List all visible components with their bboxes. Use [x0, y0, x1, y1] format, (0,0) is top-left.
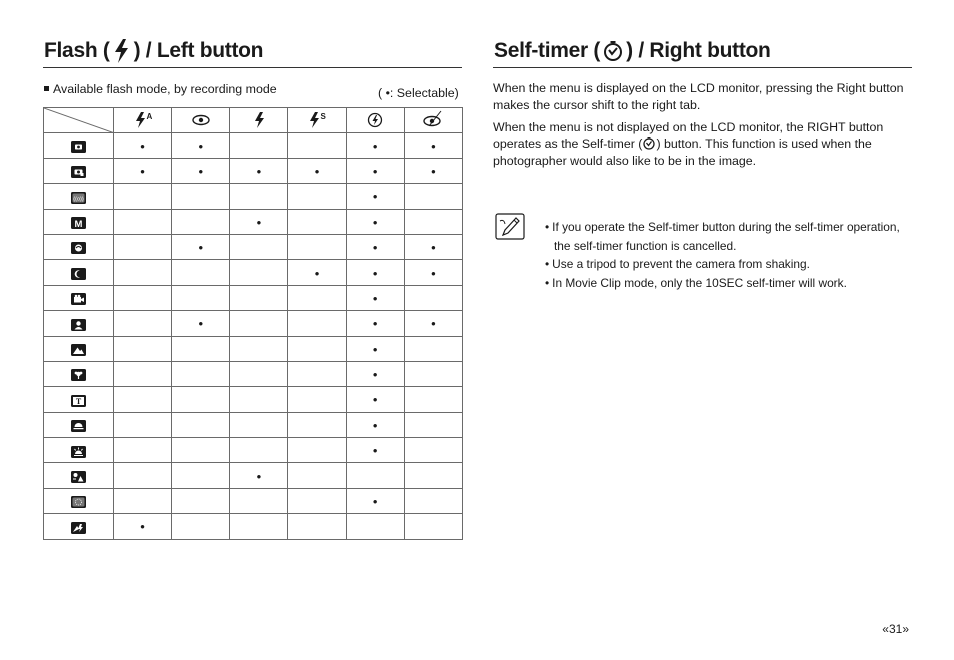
flash-cell — [346, 438, 404, 463]
table-row — [44, 514, 463, 539]
self-timer-inline-icon — [642, 136, 656, 150]
flash-cell — [114, 158, 172, 183]
flash-cell — [230, 412, 288, 437]
svg-text:T: T — [75, 396, 82, 406]
note-item: • Use a tripod to prevent the camera from shaking. — [545, 257, 810, 271]
mode-cell — [44, 209, 114, 234]
flash-cell — [172, 463, 230, 488]
flash-cell — [172, 361, 230, 386]
flash-cell — [404, 336, 462, 361]
mode-cell — [44, 361, 114, 386]
corner-cell — [44, 108, 114, 133]
fill-flash-icon — [248, 110, 270, 130]
table-row — [44, 361, 463, 386]
mode-cell — [44, 488, 114, 513]
text-mode-icon — [71, 395, 86, 407]
flash-cell — [230, 336, 288, 361]
selectable-dot: • — [198, 163, 204, 179]
page-number: «31» — [882, 622, 909, 636]
flash-cell — [346, 514, 404, 539]
table-row — [44, 158, 463, 183]
table-row — [44, 260, 463, 285]
col-red-eye — [172, 108, 230, 133]
beauty-shot-mode-icon — [71, 242, 86, 254]
flash-cell — [288, 463, 346, 488]
selectable-dot: • — [372, 417, 378, 433]
selectable-dot: • — [198, 138, 204, 154]
flash-cell — [230, 184, 288, 209]
self-timer-heading-text: Self-timer ( — [494, 39, 601, 62]
flash-cell — [404, 387, 462, 412]
self-timer-icon — [602, 38, 624, 64]
selectable-dot: • — [372, 392, 378, 408]
flash-cell — [404, 234, 462, 259]
selectable-dot: • — [140, 519, 145, 535]
flash-cell — [288, 285, 346, 310]
flash-cell — [230, 158, 288, 183]
mode-cell — [44, 438, 114, 463]
selectable-dot: • — [431, 316, 436, 332]
flash-cell — [172, 387, 230, 412]
auto-flash-label: A — [146, 112, 152, 122]
flash-cell — [288, 209, 346, 234]
table-row — [44, 336, 463, 361]
red-eye-icon — [190, 110, 212, 130]
table-row — [44, 438, 463, 463]
selectable-dot: • — [314, 163, 320, 179]
flash-cell — [114, 285, 172, 310]
mode-cell — [44, 260, 114, 285]
fireworks-icon — [71, 496, 86, 508]
mode-cell — [44, 336, 114, 361]
flash-cell — [404, 184, 462, 209]
flash-cell — [230, 260, 288, 285]
selectable-dot: • — [372, 163, 378, 179]
selectable-dot: • — [372, 265, 378, 281]
col-red-eye-fix — [404, 108, 462, 133]
flash-cell — [114, 311, 172, 336]
flash-cell — [404, 133, 462, 158]
col-flash-off — [346, 108, 404, 133]
table-row — [44, 488, 463, 513]
flash-cell — [172, 514, 230, 539]
table-row — [44, 133, 463, 158]
flash-cell — [346, 311, 404, 336]
flash-cell — [114, 412, 172, 437]
slow-sync-label: S — [320, 112, 326, 122]
flash-cell — [346, 184, 404, 209]
flash-cell — [288, 412, 346, 437]
selectable-dot: • — [314, 265, 320, 281]
mode-cell — [44, 234, 114, 259]
night-scene-icon — [71, 268, 86, 280]
flash-cell — [172, 133, 230, 158]
flash-off-icon — [364, 110, 386, 130]
table-row — [44, 209, 463, 234]
dawn-icon — [71, 446, 86, 458]
right-paragraph-1: When the menu is displayed on the LCD monitor, pressing the Right button makes the cursor shift to the right tab. — [493, 81, 904, 112]
flash-cell — [404, 209, 462, 234]
program-mode-icon — [71, 166, 86, 178]
table-row — [44, 311, 463, 336]
flash-cell — [288, 488, 346, 513]
sunset-icon — [71, 420, 86, 432]
mode-cell — [44, 184, 114, 209]
landscape-icon — [71, 344, 86, 356]
note-item: • If you operate the Self-timer button during the self-timer operation, the self-timer function is cancelled. — [545, 220, 900, 253]
flash-cell — [346, 260, 404, 285]
col-slow-sync — [288, 108, 346, 133]
flash-cell — [288, 311, 346, 336]
flash-cell — [288, 184, 346, 209]
flash-cell — [346, 412, 404, 437]
selectable-dot: • — [372, 214, 378, 230]
flash-heading — [44, 38, 263, 64]
flash-cell — [172, 438, 230, 463]
caption-text: Available flash mode, by recording mode — [53, 82, 277, 96]
selectable-dot: • — [372, 290, 378, 306]
flash-cell — [404, 463, 462, 488]
table-row — [44, 387, 463, 412]
backlight-icon — [71, 471, 86, 483]
flash-cell — [404, 311, 462, 336]
flash-cell — [114, 488, 172, 513]
self-timer-heading-text-2: ) / Right button — [626, 39, 771, 62]
mode-cell — [44, 311, 114, 336]
flash-cell — [230, 209, 288, 234]
mode-cell — [44, 463, 114, 488]
col-auto-flash — [114, 108, 172, 133]
flash-cell — [346, 361, 404, 386]
flash-cell — [172, 285, 230, 310]
flash-cell — [114, 234, 172, 259]
mode-cell — [44, 412, 114, 437]
flash-cell — [114, 184, 172, 209]
selectable-dot: • — [372, 494, 378, 510]
col-fill-flash — [230, 108, 288, 133]
flash-cell — [114, 260, 172, 285]
close-up-icon — [71, 369, 86, 381]
flash-cell — [288, 260, 346, 285]
flash-cell — [114, 336, 172, 361]
selectable-dot: • — [140, 163, 145, 179]
movie-clip-icon — [71, 293, 86, 305]
flash-cell — [172, 311, 230, 336]
selectable-dot: • — [140, 138, 145, 154]
mode-cell — [44, 387, 114, 412]
selectable-dot: • — [372, 341, 378, 357]
flash-cell — [230, 133, 288, 158]
flash-cell — [172, 209, 230, 234]
selectable-dot: • — [372, 316, 378, 332]
flash-cell — [346, 463, 404, 488]
table-row — [44, 234, 463, 259]
portrait-icon — [71, 319, 86, 331]
selectable-dot: • — [431, 163, 436, 179]
flash-cell — [114, 361, 172, 386]
selectable-dot: • — [372, 189, 378, 205]
table-row — [44, 285, 463, 310]
flash-cell — [404, 412, 462, 437]
selectable-dot: • — [431, 240, 436, 256]
selectable-dot: • — [372, 367, 378, 383]
flash-mode-table — [43, 107, 463, 540]
flash-heading-text-2: ) / Left button — [133, 39, 264, 62]
flash-cell — [230, 311, 288, 336]
flash-cell — [288, 158, 346, 183]
flash-cell — [230, 438, 288, 463]
flash-cell — [172, 234, 230, 259]
flash-cell — [114, 133, 172, 158]
square-bullet-icon — [44, 86, 49, 91]
flash-cell — [346, 209, 404, 234]
table-header-row — [44, 108, 463, 133]
flash-cell — [288, 234, 346, 259]
table-row — [44, 184, 463, 209]
flash-cell — [346, 133, 404, 158]
flash-cell — [346, 234, 404, 259]
selectable-dot: • — [256, 468, 262, 484]
flash-cell — [346, 158, 404, 183]
note-pencil-icon — [495, 213, 525, 240]
flash-cell — [404, 285, 462, 310]
table-row — [44, 463, 463, 488]
flash-cell — [172, 488, 230, 513]
flash-cell — [404, 260, 462, 285]
selectable-dot: • — [256, 214, 262, 230]
svg-text:M: M — [74, 219, 83, 230]
flash-cell — [114, 514, 172, 539]
notes-list — [545, 218, 915, 292]
selectable-dot: • — [256, 163, 262, 179]
slow-sync-icon — [306, 110, 328, 130]
flash-cell — [288, 387, 346, 412]
flash-cell — [230, 514, 288, 539]
flash-cell — [230, 387, 288, 412]
mode-cell — [44, 514, 114, 539]
flash-cell — [404, 514, 462, 539]
auto-mode-icon — [71, 141, 86, 153]
selectable-dot: • — [372, 138, 378, 154]
flash-cell — [114, 209, 172, 234]
flash-icon — [112, 38, 132, 64]
flash-cell — [288, 361, 346, 386]
flash-cell — [114, 463, 172, 488]
flash-cell — [172, 336, 230, 361]
para2-text-b: ) button. This function is used when the photographer would also like to be in the image. — [493, 137, 872, 168]
flash-cell — [404, 438, 462, 463]
selectable-dot: • — [198, 240, 204, 256]
flash-cell — [230, 285, 288, 310]
flash-cell — [230, 488, 288, 513]
flash-cell — [346, 285, 404, 310]
beach-snow-icon — [71, 522, 86, 534]
selectable-dot: • — [372, 443, 378, 459]
selectable-dot: • — [198, 316, 204, 332]
flash-cell — [230, 463, 288, 488]
flash-cell — [288, 438, 346, 463]
flash-cell — [404, 361, 462, 386]
flash-cell — [172, 260, 230, 285]
left-heading-rule — [43, 67, 462, 68]
mode-cell — [44, 285, 114, 310]
right-heading-rule — [493, 67, 912, 68]
flash-cell — [288, 133, 346, 158]
auto-flash-icon — [132, 110, 154, 130]
para2-text-a: When the menu is not displayed on the LCD monitor, the RIGHT button operates as the Self-timer ( — [493, 120, 884, 151]
flash-cell — [404, 158, 462, 183]
flash-table-caption — [44, 82, 277, 96]
flash-cell — [114, 387, 172, 412]
red-eye-fix-icon — [422, 110, 444, 130]
flash-cell — [172, 158, 230, 183]
dual-is-mode-icon — [71, 192, 86, 204]
selectable-dot: • — [372, 240, 378, 256]
table-row — [44, 412, 463, 437]
flash-cell — [346, 387, 404, 412]
manual-mode-icon — [71, 217, 86, 229]
flash-cell — [230, 234, 288, 259]
note-item: • In Movie Clip mode, only the 10SEC self-timer will work. — [545, 275, 847, 290]
selectable-dot: • — [431, 138, 436, 154]
flash-cell — [114, 438, 172, 463]
flash-cell — [288, 514, 346, 539]
selectable-legend: ( •: Selectable) — [378, 86, 459, 100]
self-timer-heading — [494, 38, 771, 64]
flash-cell — [346, 336, 404, 361]
flash-cell — [288, 336, 346, 361]
svg-text:((o)): ((o)) — [73, 196, 84, 203]
flash-heading-text: Flash ( — [44, 39, 110, 62]
right-paragraph-2 — [493, 119, 913, 170]
flash-cell — [404, 488, 462, 513]
mode-cell — [44, 133, 114, 158]
mode-cell — [44, 158, 114, 183]
flash-cell — [172, 184, 230, 209]
flash-cell — [230, 361, 288, 386]
flash-cell — [346, 488, 404, 513]
flash-cell — [172, 412, 230, 437]
selectable-dot: • — [431, 265, 436, 281]
